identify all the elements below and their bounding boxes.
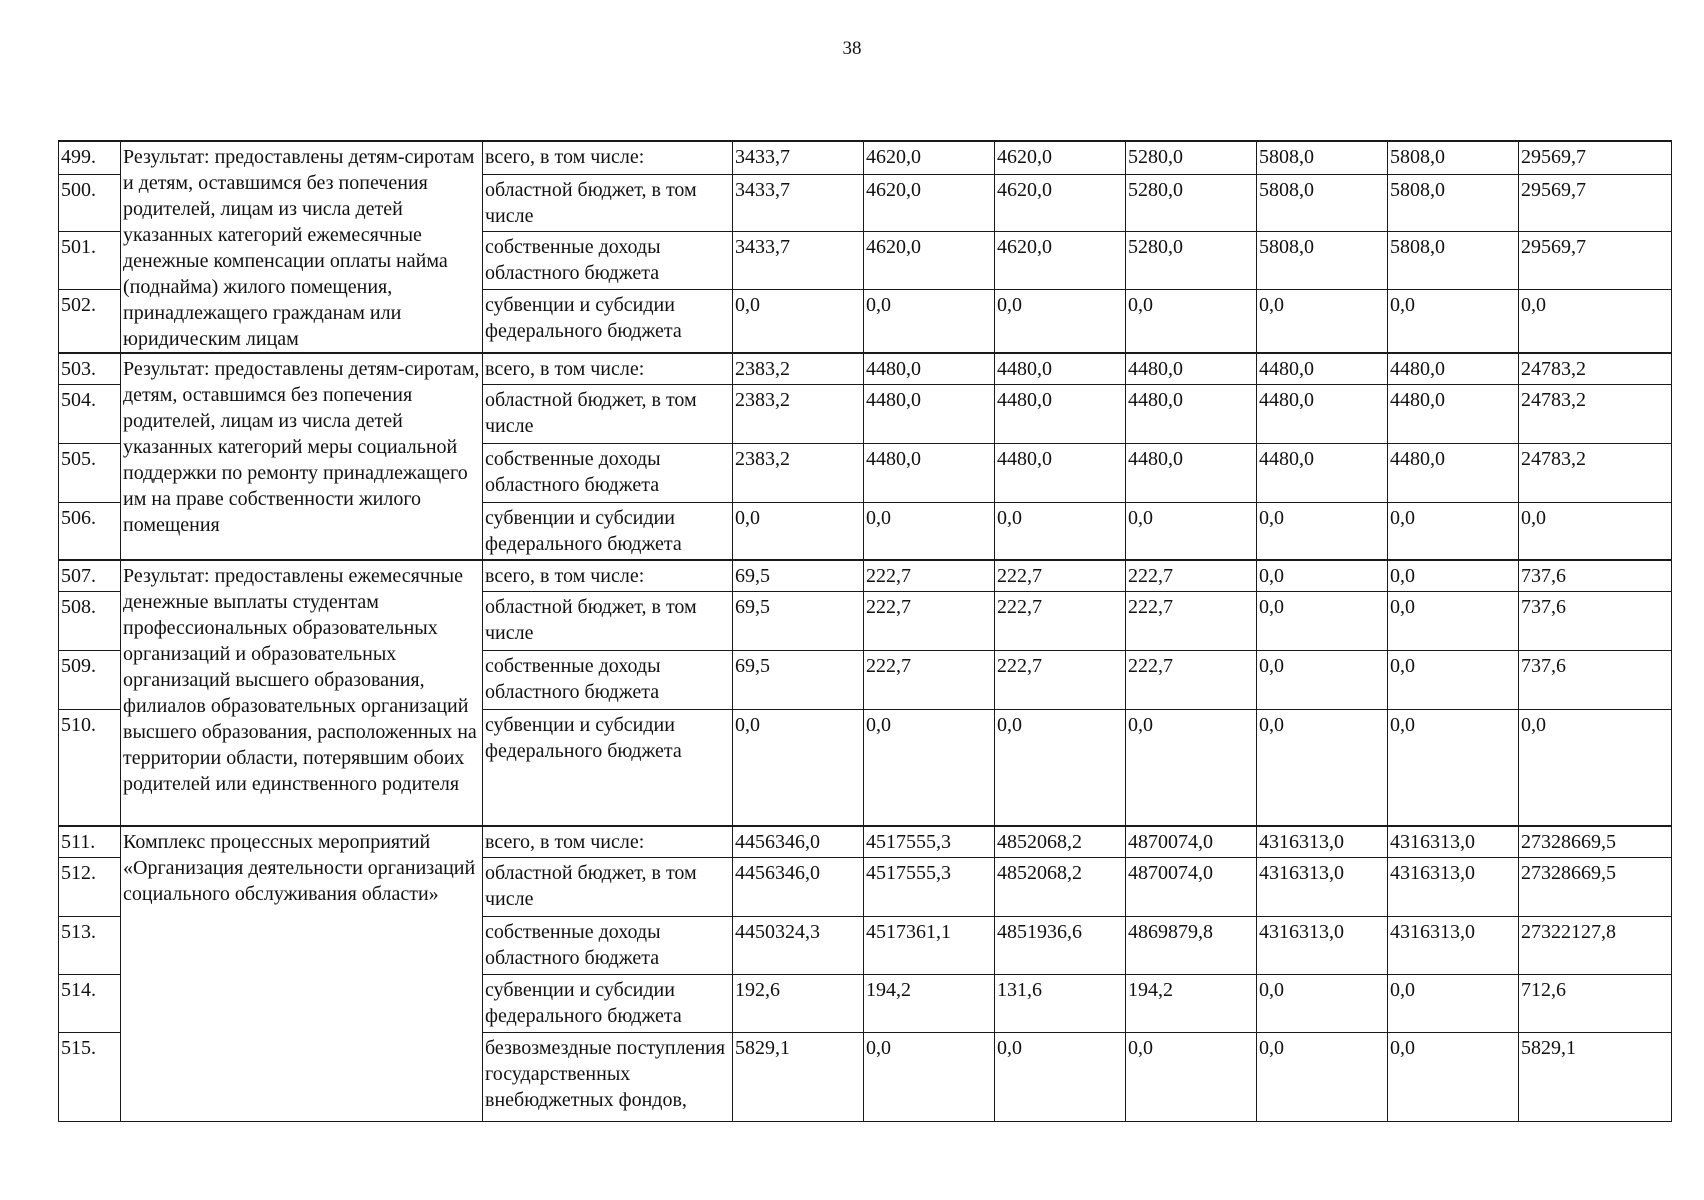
funding-source: собственные доходы областного бюджета (483, 650, 733, 709)
total-cell: 0,0 (1519, 290, 1672, 353)
value-cell: 0,0 (864, 502, 995, 560)
value-cell: 2383,2 (733, 384, 864, 443)
value-cell: 5829,1 (733, 1032, 864, 1121)
funding-source: областной бюджет, в том числе (483, 857, 733, 916)
value-cell: 0,0 (1388, 290, 1519, 353)
result-description: Комплекс процессных мероприятий «Организация деятельности организаций социального обслуживания области» (121, 826, 483, 1121)
value-cell: 0,0 (1388, 560, 1519, 591)
funding-source: субвенции и субсидии федерального бюджета (483, 709, 733, 826)
value-cell: 222,7 (864, 650, 995, 709)
table-row (59, 560, 1672, 591)
value-cell: 222,7 (864, 591, 995, 650)
funding-source: областной бюджет, в том числе (483, 591, 733, 650)
value-cell: 4870074,0 (1126, 826, 1257, 857)
value-cell: 4480,0 (1126, 384, 1257, 443)
total-cell: 737,6 (1519, 650, 1672, 709)
funding-source: собственные доходы областного бюджета (483, 231, 733, 289)
result-description: Результат: предоставлены детям-сиротам, детям, оставшимся без попечения родителей, лицам из числа детей указанных категорий меры социальной поддержки по ремонту принадлежащего им на праве собственности жилого помещения (121, 353, 483, 560)
value-cell: 0,0 (733, 709, 864, 826)
table-row (59, 353, 1672, 384)
value-cell: 0,0 (864, 290, 995, 353)
value-cell: 69,5 (733, 591, 864, 650)
value-cell: 0,0 (1388, 502, 1519, 560)
value-cell: 4620,0 (995, 231, 1126, 289)
value-cell: 4480,0 (1388, 353, 1519, 384)
total-cell: 24783,2 (1519, 384, 1672, 443)
total-cell: 0,0 (1519, 502, 1672, 560)
row-number: 506. (59, 502, 121, 560)
row-number: 503. (59, 353, 121, 384)
total-cell: 29569,7 (1519, 174, 1672, 231)
value-cell: 4852068,2 (995, 857, 1126, 916)
value-cell: 5280,0 (1126, 174, 1257, 231)
value-cell: 222,7 (995, 650, 1126, 709)
value-cell: 4517361,1 (864, 916, 995, 974)
row-number: 508. (59, 591, 121, 650)
row-number: 504. (59, 384, 121, 443)
value-cell: 4316313,0 (1388, 857, 1519, 916)
total-cell: 27328669,5 (1519, 857, 1672, 916)
value-cell: 0,0 (1388, 709, 1519, 826)
value-cell: 3433,7 (733, 141, 864, 174)
value-cell: 5808,0 (1388, 174, 1519, 231)
value-cell: 3433,7 (733, 174, 864, 231)
value-cell: 4316313,0 (1257, 916, 1388, 974)
value-cell: 4480,0 (1257, 443, 1388, 502)
funding-source: всего, в том числе: (483, 826, 733, 857)
value-cell: 4480,0 (1257, 384, 1388, 443)
value-cell: 0,0 (995, 1032, 1126, 1121)
funding-source: всего, в том числе: (483, 141, 733, 174)
funding-source: собственные доходы областного бюджета (483, 443, 733, 502)
value-cell: 4620,0 (864, 231, 995, 289)
value-cell: 0,0 (1257, 974, 1388, 1032)
value-cell: 0,0 (1257, 709, 1388, 826)
value-cell: 4480,0 (1126, 353, 1257, 384)
value-cell: 4851936,6 (995, 916, 1126, 974)
value-cell: 0,0 (1257, 650, 1388, 709)
total-cell: 24783,2 (1519, 443, 1672, 502)
value-cell: 0,0 (1388, 650, 1519, 709)
value-cell: 0,0 (1257, 1032, 1388, 1121)
value-cell: 4869879,8 (1126, 916, 1257, 974)
value-cell: 4480,0 (864, 353, 995, 384)
value-cell: 69,5 (733, 650, 864, 709)
value-cell: 5280,0 (1126, 141, 1257, 174)
total-cell: 712,6 (1519, 974, 1672, 1032)
value-cell: 4480,0 (864, 443, 995, 502)
value-cell: 0,0 (1257, 290, 1388, 353)
value-cell: 4456346,0 (733, 826, 864, 857)
total-cell: 29569,7 (1519, 141, 1672, 174)
value-cell: 4316313,0 (1388, 826, 1519, 857)
value-cell: 4517555,3 (864, 857, 995, 916)
value-cell: 222,7 (1126, 591, 1257, 650)
value-cell: 4480,0 (995, 353, 1126, 384)
value-cell: 0,0 (864, 709, 995, 826)
budget-table-body (59, 141, 1672, 1121)
total-cell: 24783,2 (1519, 353, 1672, 384)
value-cell: 0,0 (995, 290, 1126, 353)
row-number: 500. (59, 174, 121, 231)
total-cell: 27322127,8 (1519, 916, 1672, 974)
result-description: Результат: предоставлены детям-сиротам и детям, оставшимся без попечения родителей, лицам из числа детей указанных категорий ежемесячные денежные компенсации оплаты найма (поднайма) жилого помещения, принадлежащего гражданам или юридическим лицам (121, 141, 483, 353)
value-cell: 5808,0 (1257, 231, 1388, 289)
funding-source: субвенции и субсидии федерального бюджета (483, 290, 733, 353)
value-cell: 0,0 (733, 502, 864, 560)
funding-source: субвенции и субсидии федерального бюджета (483, 974, 733, 1032)
total-cell: 27328669,5 (1519, 826, 1672, 857)
value-cell: 0,0 (733, 290, 864, 353)
value-cell: 0,0 (1257, 591, 1388, 650)
value-cell: 4480,0 (995, 384, 1126, 443)
funding-source: областной бюджет, в том числе (483, 174, 733, 231)
table-row (59, 826, 1672, 857)
value-cell: 4316313,0 (1257, 826, 1388, 857)
value-cell: 0,0 (1126, 290, 1257, 353)
value-cell: 0,0 (1126, 709, 1257, 826)
value-cell: 194,2 (1126, 974, 1257, 1032)
row-number: 515. (59, 1032, 121, 1121)
value-cell: 4852068,2 (995, 826, 1126, 857)
row-number: 501. (59, 231, 121, 289)
row-number: 512. (59, 857, 121, 916)
value-cell: 131,6 (995, 974, 1126, 1032)
value-cell: 5808,0 (1388, 231, 1519, 289)
value-cell: 4450324,3 (733, 916, 864, 974)
value-cell: 3433,7 (733, 231, 864, 289)
page-number: 38 (842, 38, 862, 59)
value-cell: 194,2 (864, 974, 995, 1032)
value-cell: 4870074,0 (1126, 857, 1257, 916)
value-cell: 4480,0 (1126, 443, 1257, 502)
row-number: 513. (59, 916, 121, 974)
value-cell: 0,0 (1388, 974, 1519, 1032)
value-cell: 5808,0 (1388, 141, 1519, 174)
value-cell: 5808,0 (1257, 141, 1388, 174)
value-cell: 0,0 (995, 502, 1126, 560)
value-cell: 2383,2 (733, 353, 864, 384)
value-cell: 222,7 (864, 560, 995, 591)
row-number: 505. (59, 443, 121, 502)
table-row (59, 141, 1672, 174)
value-cell: 4620,0 (864, 141, 995, 174)
value-cell: 222,7 (1126, 560, 1257, 591)
value-cell: 0,0 (1257, 560, 1388, 591)
value-cell: 0,0 (1126, 502, 1257, 560)
budget-table (58, 140, 1672, 1122)
value-cell: 4517555,3 (864, 826, 995, 857)
funding-source: собственные доходы областного бюджета (483, 916, 733, 974)
funding-source: всего, в том числе: (483, 560, 733, 591)
funding-source: всего, в том числе: (483, 353, 733, 384)
row-number: 510. (59, 709, 121, 826)
value-cell: 0,0 (1388, 591, 1519, 650)
value-cell: 4480,0 (864, 384, 995, 443)
value-cell: 222,7 (1126, 650, 1257, 709)
row-number: 502. (59, 290, 121, 353)
value-cell: 0,0 (1257, 502, 1388, 560)
funding-source: субвенции и субсидии федерального бюджета (483, 502, 733, 560)
value-cell: 222,7 (995, 560, 1126, 591)
value-cell: 5280,0 (1126, 231, 1257, 289)
value-cell: 4480,0 (1388, 384, 1519, 443)
value-cell: 0,0 (995, 709, 1126, 826)
value-cell: 4480,0 (1257, 353, 1388, 384)
value-cell: 4316313,0 (1388, 916, 1519, 974)
total-cell: 29569,7 (1519, 231, 1672, 289)
total-cell: 0,0 (1519, 709, 1672, 826)
row-number: 514. (59, 974, 121, 1032)
value-cell: 69,5 (733, 560, 864, 591)
value-cell: 0,0 (1388, 1032, 1519, 1121)
value-cell: 222,7 (995, 591, 1126, 650)
value-cell: 2383,2 (733, 443, 864, 502)
value-cell: 4480,0 (1388, 443, 1519, 502)
value-cell: 0,0 (1126, 1032, 1257, 1121)
value-cell: 4480,0 (995, 443, 1126, 502)
total-cell: 737,6 (1519, 591, 1672, 650)
total-cell: 737,6 (1519, 560, 1672, 591)
total-cell: 5829,1 (1519, 1032, 1672, 1121)
value-cell: 4620,0 (995, 174, 1126, 231)
value-cell: 5808,0 (1257, 174, 1388, 231)
value-cell: 0,0 (864, 1032, 995, 1121)
funding-source: областной бюджет, в том числе (483, 384, 733, 443)
row-number: 499. (59, 141, 121, 174)
row-number: 507. (59, 560, 121, 591)
value-cell: 4620,0 (995, 141, 1126, 174)
value-cell: 192,6 (733, 974, 864, 1032)
row-number: 511. (59, 826, 121, 857)
funding-source: безвозмездные поступления государственных внебюджетных фондов, (483, 1032, 733, 1121)
value-cell: 4620,0 (864, 174, 995, 231)
value-cell: 4316313,0 (1257, 857, 1388, 916)
row-number: 509. (59, 650, 121, 709)
result-description: Результат: предоставлены ежемесячные денежные выплаты студентам профессиональных образовательных организаций и образовательных организаций высшего образования, филиалов образовательных организаций высшего образования, расположенных на территории области, потерявшим обоих родителей или единственного родителя (121, 560, 483, 826)
value-cell: 4456346,0 (733, 857, 864, 916)
